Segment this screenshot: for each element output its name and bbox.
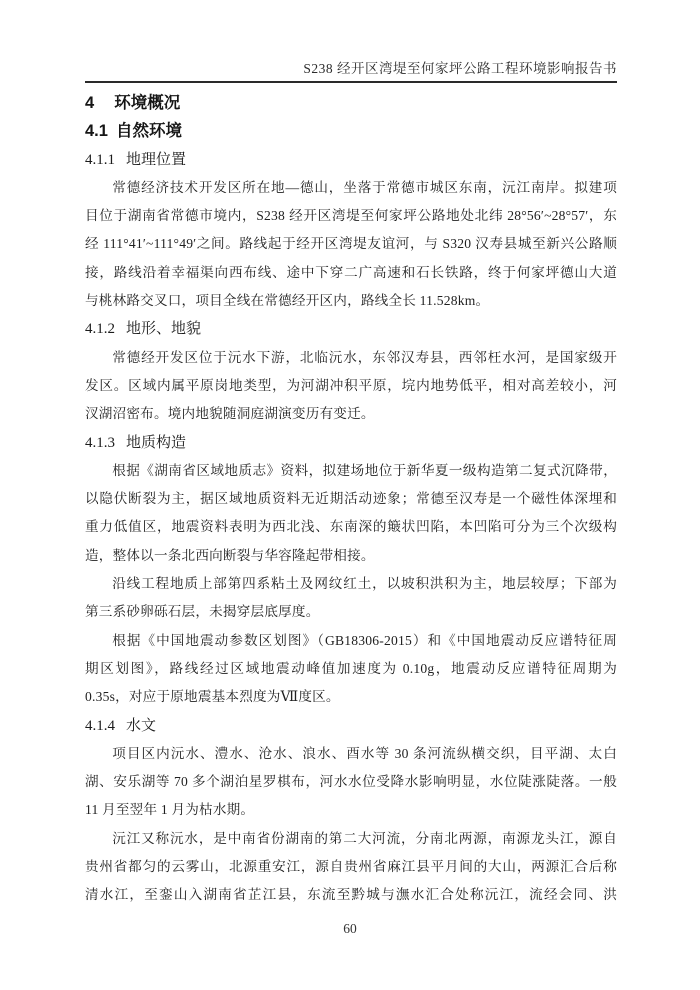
subsection-title: 地形、地貌 [126, 321, 202, 338]
text-line: 造，整体以一条北西向断裂与华容隆起带相接。 [85, 547, 375, 563]
text-line: 清水江，至銮山入湖南省芷江县，东流至黔城与潕水汇合处称沅江，流经会同、洪 [85, 887, 617, 903]
subsection-number: 4.1.3 [85, 434, 115, 451]
subsection-heading-geography [85, 146, 617, 174]
text-line: 根据《中国地震动参数区划图》（GB18306-2015）和《中国地震动反应谱特征周 [112, 632, 617, 648]
text-line: 经 111°41′~111°49′之间。路线起于经开区湾堤友谊河，与 S320 汉寿县城至新兴公路顺 [85, 236, 617, 252]
subsection-number: 4.1.2 [85, 321, 115, 338]
paragraph-geography [85, 174, 617, 315]
subsection-heading-landform [85, 315, 617, 343]
text-line: 发区。区域内属平原岗地类型，为河湖冲积平原，垸内地势低平，相对高差较小，河 [85, 377, 617, 393]
text-line: 汊湖沼密布。境内地貌随洞庭湖演变历有变迁。 [85, 406, 375, 422]
subsection-number: 4.1.1 [85, 151, 115, 168]
header-title: S238 经开区湾堤至何家坪公路工程环境影响报告书 [303, 61, 617, 76]
subsection-title: 地质构造 [126, 434, 187, 451]
chapter-number: 4 [85, 94, 95, 112]
running-header [85, 57, 617, 83]
text-line: 根据《湖南省区域地质志》资料，拟建场地位于新华夏一级构造第二复式沉降带， [112, 462, 617, 478]
text-line: 重力低值区，地震资料表明为西北浅、东南深的簸状凹陷，本凹陷可分为三个次级构 [85, 519, 617, 535]
paragraph-seismic [85, 627, 617, 712]
text-line: 接，路线沿着幸福渠向西布线、途中下穿二广高速和石长铁路，终于何家坪德山大道 [85, 264, 617, 280]
paragraph-geology-strata [85, 570, 617, 627]
text-line: 0.35s，对应于原地震基本烈度为Ⅶ度区。 [85, 689, 340, 705]
text-line: 以隐伏断裂为主，据区域地质资料无近期活动迹象；常德至汉寿是一个磁性体深埋和 [85, 491, 617, 507]
subsection-heading-hydrology [85, 712, 617, 740]
text-line: 贵州省都匀的云雾山，北源重安江，源自贵州省麻江县平月间的大山，两源汇合后称 [85, 859, 617, 875]
text-line: 第三系砂卵砾石层，未揭穿层底厚度。 [85, 604, 320, 620]
text-line: 目位于湖南省常德市境内，S238 经开区湾堤至何家坪公路地处北纬 28°56′~28°57′，东 [85, 208, 617, 224]
text-line: 11 月至翌年 1 月为枯水期。 [85, 802, 255, 818]
section-title: 自然环境 [115, 122, 182, 141]
section-heading [85, 117, 617, 145]
page-number: 60 [343, 921, 357, 936]
text-line: 沅江又称沅水，是中南省份湖南的第二大河流，分南北两源，南源龙头江，源自 [112, 830, 617, 846]
chapter-title: 环境概况 [114, 94, 181, 112]
section-number: 4.1 [85, 122, 108, 141]
chapter-heading [85, 89, 617, 117]
text-line: 期区划图》，路线经过区域地震动峰值加速度为 0.10g，地震动反应谱特征周期为 [85, 660, 617, 676]
text-line: 湖、安乐湖等 70 多个湖泊星罗棋布，河水水位受降水影响明显，水位陡涨陡落。一般 [85, 774, 617, 790]
document-body [85, 89, 617, 910]
paragraph-yuanjiang [85, 825, 617, 910]
paragraph-landform [85, 344, 617, 429]
subsection-title: 地理位置 [126, 151, 187, 168]
text-line: 常德经济技术开发区所在地—德山，坐落于常德市城区东南，沅江南岸。拟建项 [112, 179, 617, 195]
subsection-heading-geology [85, 429, 617, 457]
text-line: 常德经开发区位于沅水下游，北临沅水，东邻汉寿县，西邻枉水河，是国家级开 [112, 349, 617, 365]
text-line: 项目区内沅水、澧水、沧水、浪水、酉水等 30 条河流纵横交织，目平湖、太白 [112, 745, 617, 761]
paragraph-hydrology-rivers [85, 740, 617, 825]
subsection-number: 4.1.4 [85, 717, 115, 734]
subsection-title: 水文 [126, 717, 157, 734]
text-line: 沿线工程地质上部第四系粘土及网纹红土，以坡积洪积为主，地层较厚；下部为 [112, 576, 617, 592]
paragraph-geology-structure [85, 457, 617, 570]
text-line: 与桃林路交叉口，项目全线在常德经开区内，路线全长 11.528km。 [85, 293, 490, 309]
